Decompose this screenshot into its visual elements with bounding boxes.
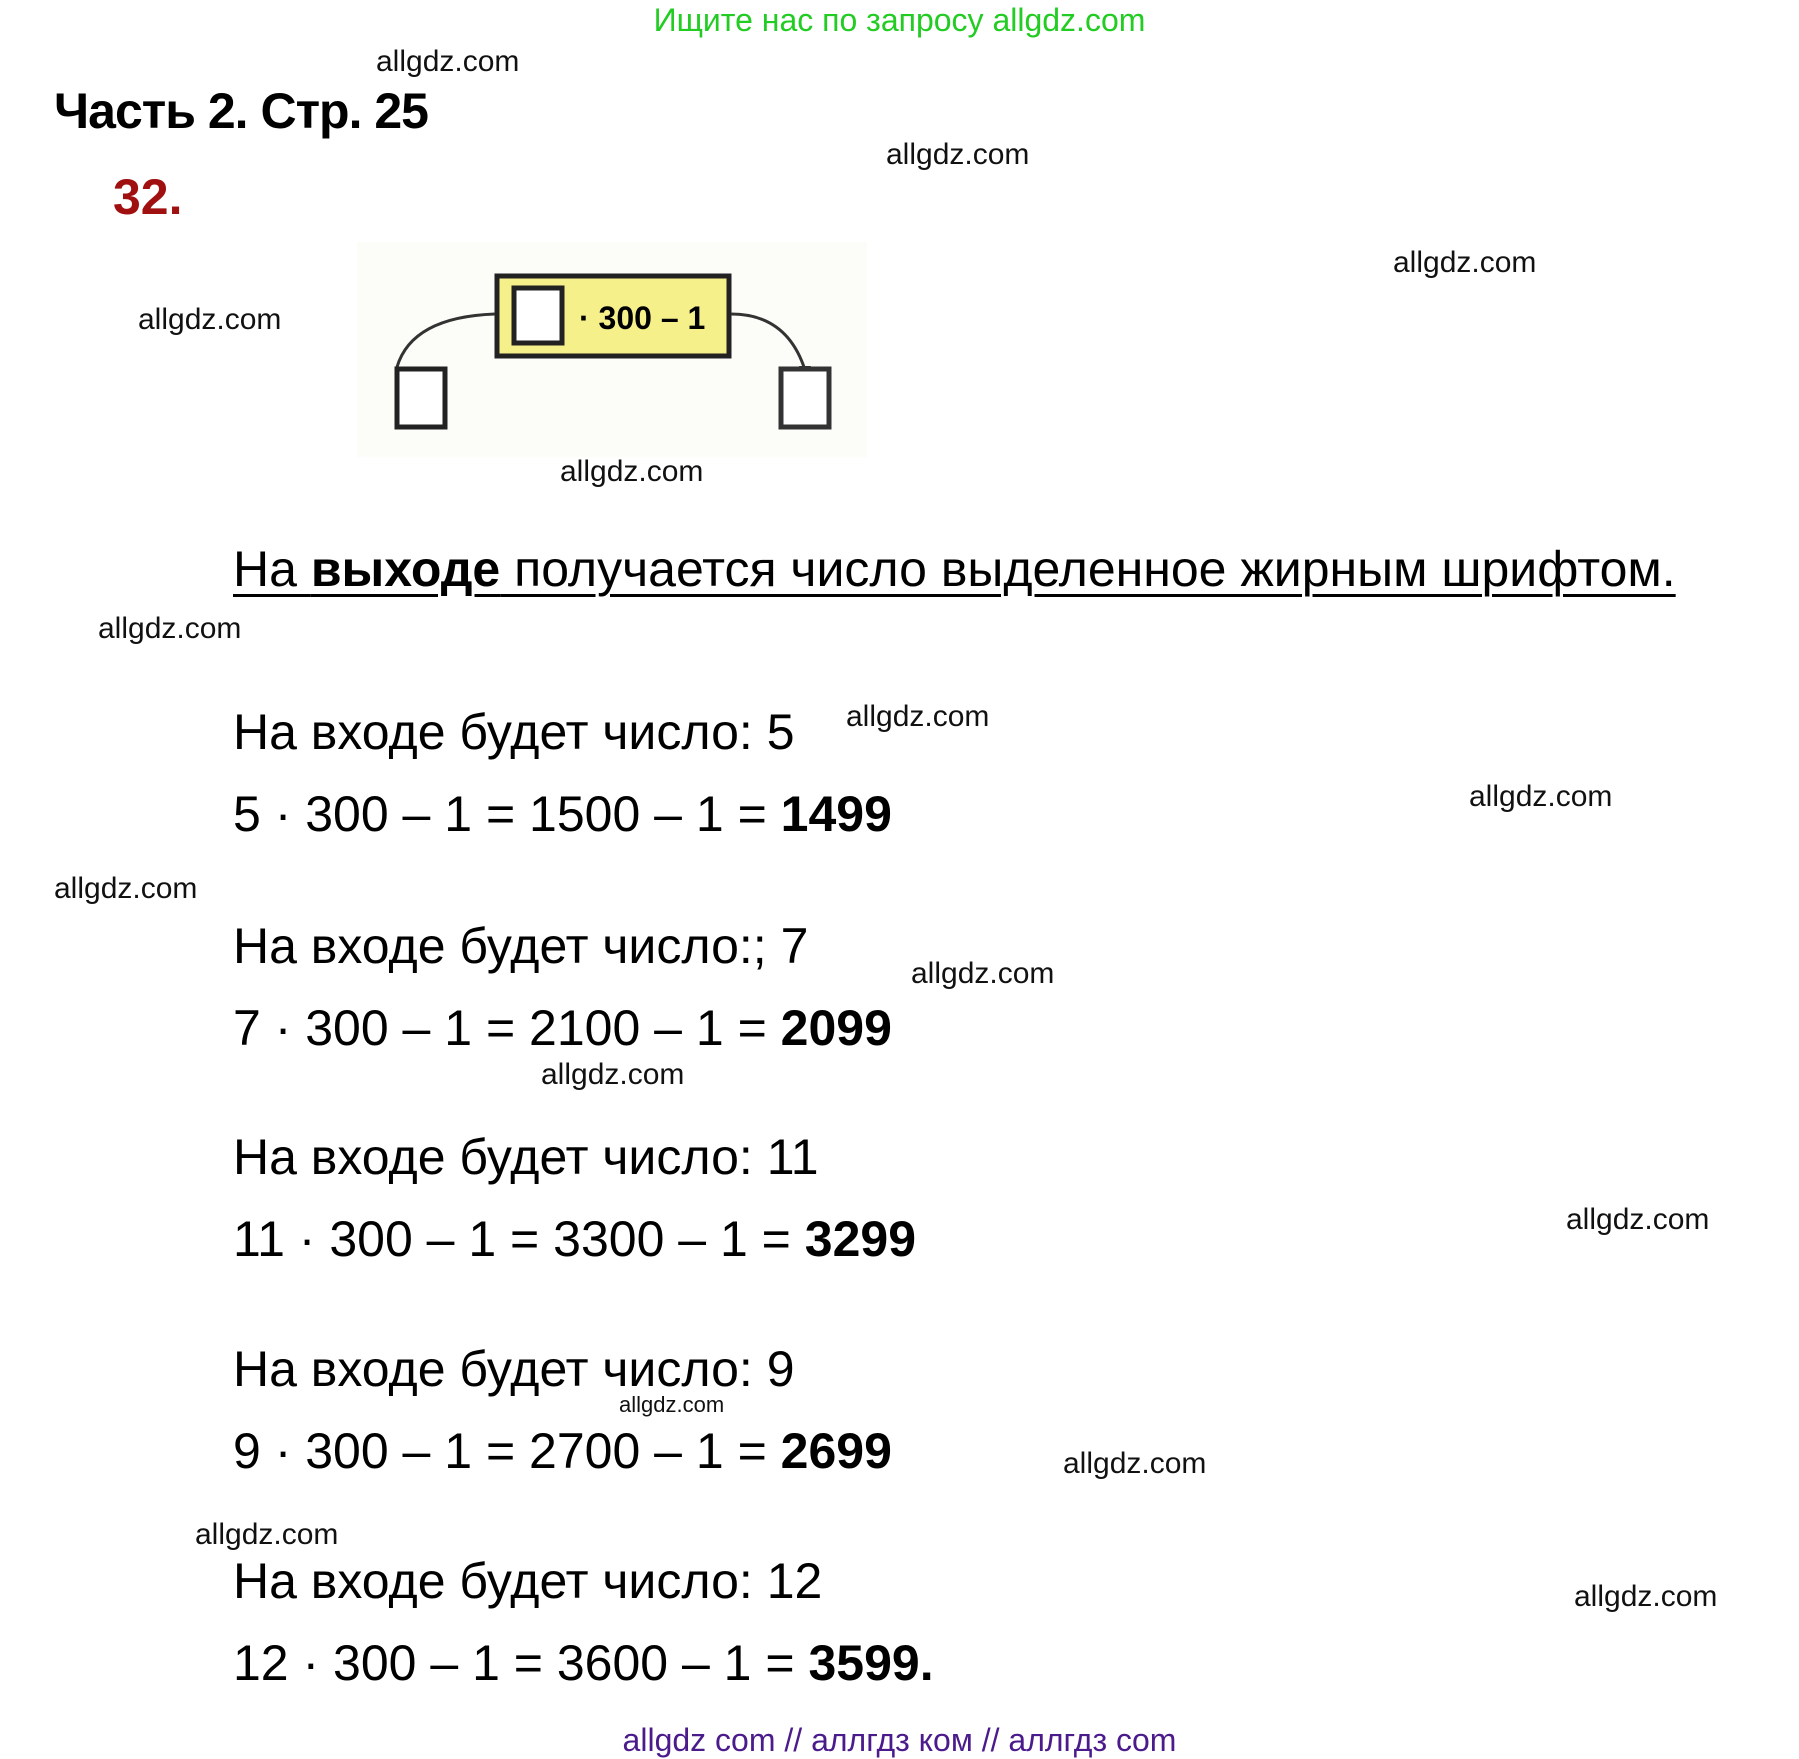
watermark: allgdz.com (376, 45, 520, 78)
calculation: 9 · 300 – 1 = 2700 – 1 = 2699 (233, 1423, 892, 1479)
input-statement: На входе будет число: 9 (233, 1341, 795, 1397)
result: 3599. (808, 1635, 934, 1691)
result: 2099 (780, 1000, 892, 1056)
diagram-expression: · 300 – 1 (579, 300, 706, 336)
watermark: allgdz.com (1574, 1580, 1718, 1613)
calculation: 5 · 300 – 1 = 1500 – 1 = 1499 (233, 786, 892, 842)
calculation: 12 · 300 – 1 = 3600 – 1 = 3599. (233, 1635, 934, 1691)
output-box (781, 369, 829, 427)
input-statement: На входе будет число:; 7 (233, 918, 809, 974)
watermark: allgdz.com (886, 138, 1030, 171)
watermark: allgdz.com (1566, 1203, 1710, 1236)
watermark: allgdz.com (846, 700, 990, 733)
exercise-number: 32. (113, 169, 183, 225)
search-banner: Ищите нас по запросу allgdz.com (653, 2, 1146, 38)
footer-watermark: allgdz com // аллгдз ком // аллгдз com (622, 1722, 1177, 1758)
watermark: allgdz.com (138, 303, 282, 336)
watermark: allgdz.com (619, 1392, 725, 1417)
watermark: allgdz.com (911, 957, 1055, 990)
page-title: Часть 2. Стр. 25 (54, 83, 428, 139)
watermark: allgdz.com (560, 455, 704, 488)
calculation: 7 · 300 – 1 = 2100 – 1 = 2099 (233, 1000, 892, 1056)
input-box (397, 369, 445, 427)
input-statement: На входе будет число: 5 (233, 704, 795, 760)
function-machine-diagram (357, 242, 867, 457)
result: 3299 (804, 1211, 916, 1267)
watermark: allgdz.com (1393, 246, 1537, 279)
instruction: На выходе получается число выделенное жирным шрифтом. (233, 541, 1676, 597)
calculation: 11 · 300 – 1 = 3300 – 1 = 3299 (233, 1211, 916, 1267)
input-slot-box (514, 288, 562, 343)
watermark: allgdz.com (1063, 1447, 1207, 1480)
input-statement: На входе будет число: 11 (233, 1129, 819, 1185)
result: 1499 (780, 786, 892, 842)
watermark: allgdz.com (98, 612, 242, 645)
watermark: allgdz.com (195, 1518, 339, 1551)
watermark: allgdz.com (54, 872, 198, 905)
watermark: allgdz.com (1469, 780, 1613, 813)
result: 2699 (780, 1423, 892, 1479)
watermark: allgdz.com (541, 1058, 685, 1091)
input-statement: На входе будет число: 12 (233, 1553, 823, 1609)
